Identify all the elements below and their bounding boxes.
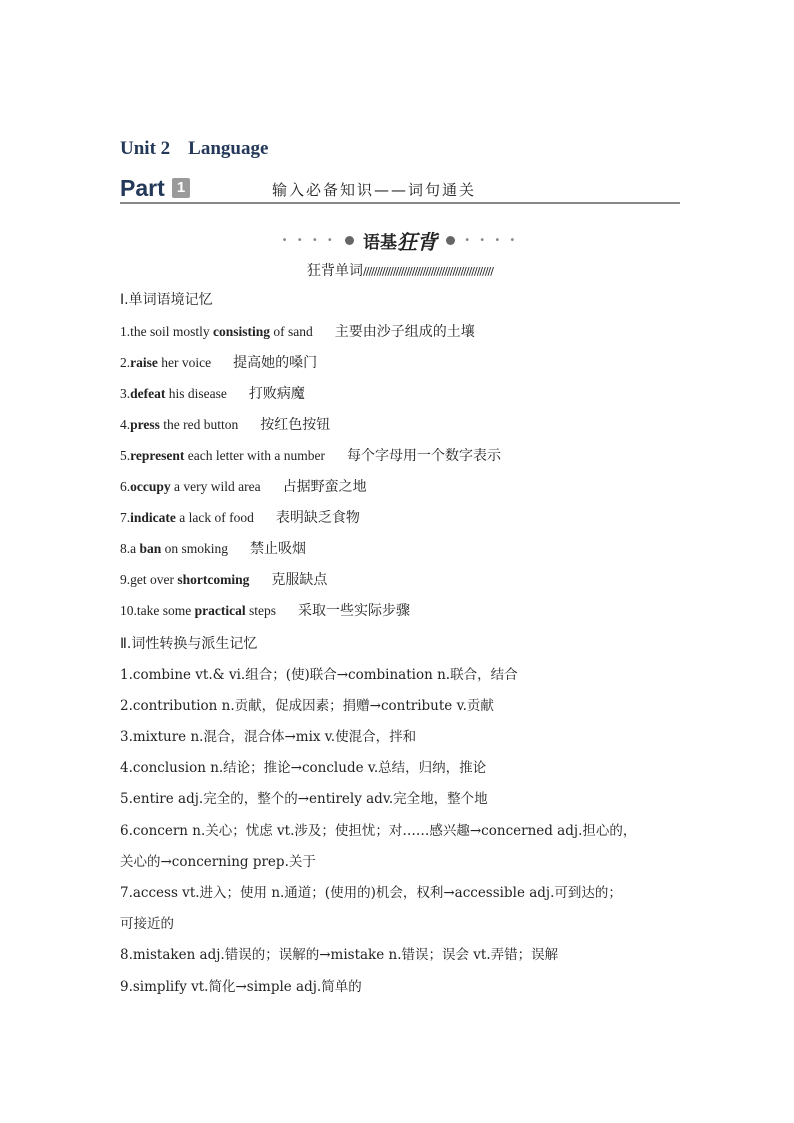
phrase-prefix: 8.a <box>120 541 140 556</box>
banner-dots-left: • • • • <box>281 235 336 246</box>
phrase-prefix: 7. <box>120 510 131 525</box>
section-banner <box>120 226 680 255</box>
keyword: raise <box>130 355 158 370</box>
phrase-suffix: of sand <box>270 324 313 339</box>
section-title: Ⅰ.单词语境记忆 <box>120 292 213 308</box>
keyword: defeat <box>130 386 166 401</box>
derivation-line: 4.conclusion n.结论；推论→conclude v.总结，归纳，推论 <box>120 760 487 776</box>
derivation-line: 关心的→concerning prep.关于 <box>120 854 316 870</box>
banner-text-2: 狂背 <box>397 230 437 254</box>
banner-text-1: 语基 <box>363 233 397 253</box>
word-item <box>120 508 680 528</box>
phrase-prefix: 9.get over <box>120 572 178 587</box>
keyword: represent <box>130 448 185 463</box>
word-item <box>120 539 680 559</box>
subheading-text: 狂背单词 <box>307 263 364 279</box>
word-item <box>120 353 680 373</box>
section-title: Ⅱ.词性转换与派生记忆 <box>120 636 258 652</box>
derivation-line: 2.contribution n.贡献，促成因素；捐赠→contribute v.贡献 <box>120 698 494 714</box>
derivation-line: 8.mistaken adj.错误的；误解的→mistake n.错误；误会 vt.弄错；误解 <box>120 947 559 963</box>
phrase-suffix: a lack of food <box>175 510 254 525</box>
keyword: ban <box>139 541 162 556</box>
phrase-suffix: the red button <box>159 417 239 432</box>
phrase-suffix: a very wild area <box>170 479 261 494</box>
word-phrase <box>120 603 276 618</box>
subheading-slashes: //////////////////////////////////////////////// <box>363 265 493 278</box>
word-translation: 禁止吸烟 <box>250 541 307 557</box>
word-item <box>120 446 680 466</box>
part-number-badge: 1 <box>172 178 190 198</box>
word-translation: 占据野蛮之地 <box>282 479 367 495</box>
word-phrase <box>120 324 313 339</box>
unit-number: Unit 2 <box>120 138 171 159</box>
word-item <box>120 601 680 621</box>
word-translation: 每个字母用一个数字表示 <box>346 448 501 464</box>
unit-title <box>120 138 268 160</box>
keyword: practical <box>194 603 246 618</box>
phrase-suffix: on smoking <box>161 541 229 556</box>
part-divider <box>120 202 680 204</box>
phrase-prefix: 3. <box>120 386 131 401</box>
derivation-line: 7.access vt.进入；使用 n.通道；(使用的)机会，权利→accessible adj.可到达的； <box>120 885 622 901</box>
word-phrase <box>120 448 325 463</box>
phrase-prefix: 1.the soil mostly <box>120 324 214 339</box>
word-phrase <box>120 355 211 370</box>
phrase-suffix: his disease <box>165 386 227 401</box>
keyword: shortcoming <box>177 572 250 587</box>
subheading <box>120 260 680 280</box>
word-item <box>120 415 680 435</box>
word-phrase <box>120 510 254 525</box>
word-translation: 打败病魔 <box>248 386 305 402</box>
word-translation: 提高她的嗓门 <box>233 355 318 371</box>
keyword: press <box>130 417 160 432</box>
word-phrase <box>120 386 227 401</box>
word-item <box>120 477 680 497</box>
derivation-line: 3.mixture n.混合，混合体→mix v.使混合，拌和 <box>120 729 417 745</box>
part-header <box>120 175 680 205</box>
derivation-line: 6.concern n.关心；忧虑 vt.涉及；使担忧；对……感兴趣→concerned adj.担心的， <box>120 823 637 839</box>
phrase-prefix: 5. <box>120 448 131 463</box>
phrase-suffix: her voice <box>157 355 212 370</box>
word-phrase <box>120 479 261 494</box>
word-translation: 采取一些实际步骤 <box>297 603 410 619</box>
word-translation: 主要由沙子组成的土壤 <box>334 324 475 340</box>
keyword: occupy <box>130 479 171 494</box>
derivation-line: 9.simplify vt.简化→simple adj.简单的 <box>120 979 362 995</box>
word-phrase <box>120 541 228 556</box>
derivation-line: 1.combine vt.& vi.组合；(使)联合→combination n.联合，结合 <box>120 667 518 683</box>
keyword: consisting <box>213 324 271 339</box>
word-phrase <box>120 417 238 432</box>
derivation-line: 可接近的 <box>120 916 174 932</box>
phrase-prefix: 4. <box>120 417 131 432</box>
unit-name: Language <box>188 138 269 159</box>
bullet-icon <box>345 236 354 245</box>
phrase-suffix: each letter with a number <box>184 448 325 463</box>
word-translation: 表明缺乏食物 <box>275 510 360 526</box>
phrase-suffix: steps <box>245 603 276 618</box>
phrase-prefix: 10.take some <box>120 603 195 618</box>
bullet-icon <box>446 236 455 245</box>
word-translation: 克服缺点 <box>271 572 328 588</box>
part-label: Part <box>120 175 165 201</box>
keyword: indicate <box>130 510 176 525</box>
word-translation: 按红色按钮 <box>260 417 331 433</box>
derivation-line: 5.entire adj.完全的，整个的→entirely adv.完全地，整个地 <box>120 791 488 807</box>
word-item <box>120 384 680 404</box>
word-phrase <box>120 572 249 587</box>
word-item <box>120 322 680 342</box>
phrase-prefix: 2. <box>120 355 131 370</box>
banner-dots-right: • • • • <box>464 235 519 246</box>
phrase-prefix: 6. <box>120 479 131 494</box>
word-item <box>120 570 680 590</box>
part-heading: 输入必备知识——词句通关 <box>272 181 477 199</box>
